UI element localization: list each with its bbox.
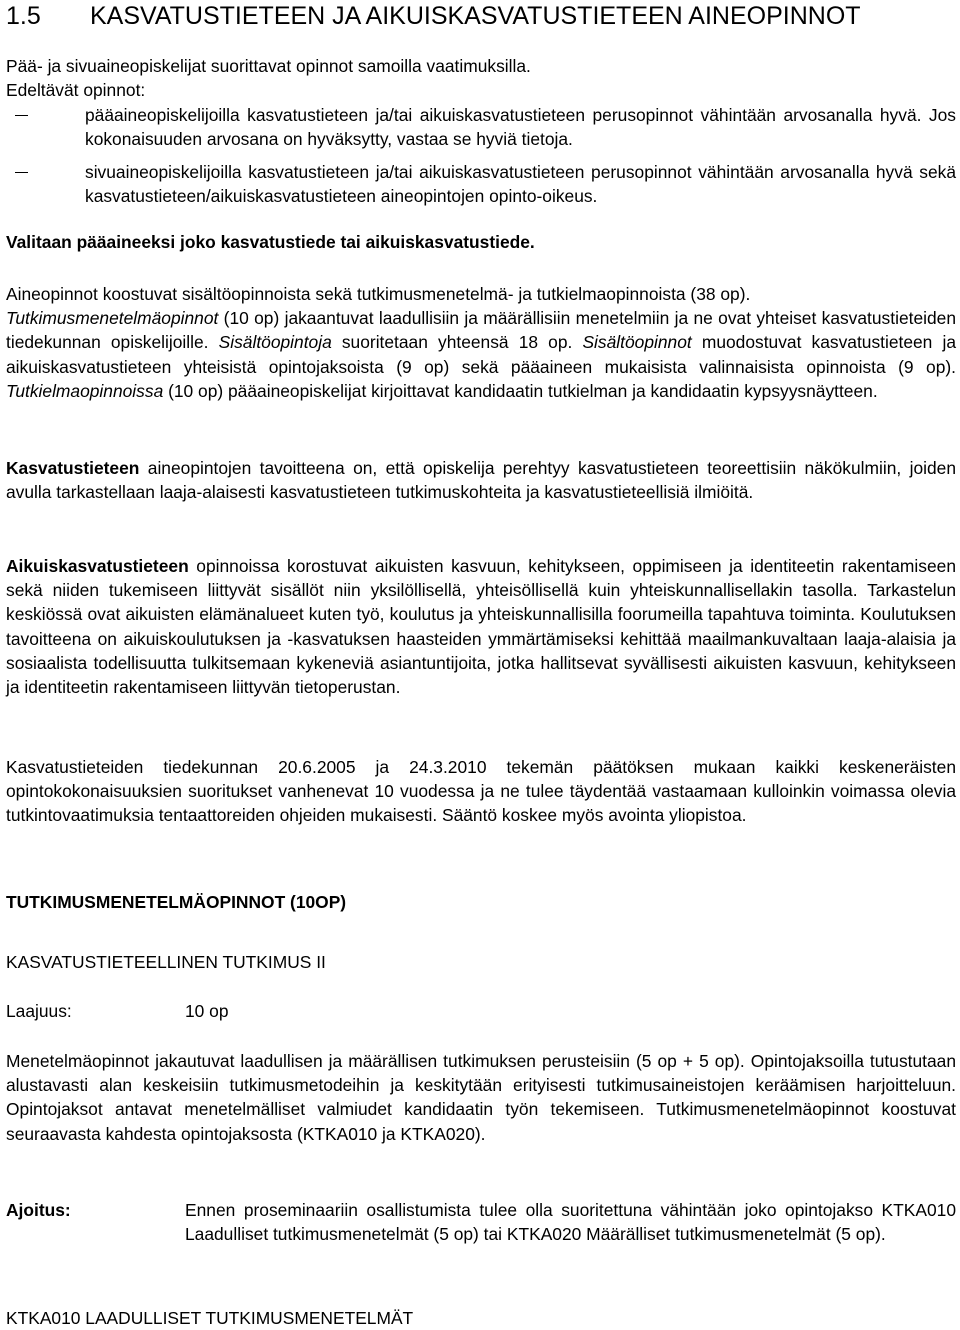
prerequisites-label: Edeltävät opinnot: (6, 80, 146, 100)
course-scope (6, 999, 956, 1023)
next-course-heading: KTKA010 LAADULLISET TUTKIMUSMENETELMÄT (6, 1308, 414, 1328)
structure-paragraph: Aineopinnot koostuvat sisältöopinnoista sekä tutkimusmenetelmä- ja tutkielmaopinnoista (38 op). Tutkimusmenetelmäopinnot (10 op) jakaantuvat laadullisiin ja määrällisiin menetelmiin ja ne ovat yhteiset kasvatustieteiden tiedekunnan opiskelijoille. Sisältöopintoja suoritetaan yhteensä 18 op. Sisältöopinnot muodostuvat kasvatustieteen ja aikuiskasvatustieteen yhteisistä opintojaksoista (9 op) sekä pääaineen mukaisista valinnaisista opinnoista (9 op). Tutkielmaopinnoissa (10 op) pääaineopiskelijat kirjoittavat kandidaatin tutkielman ja kandidaatin kypsyysnäytteen. (6, 284, 956, 401)
course-timing (6, 1198, 956, 1246)
kasvatustiede-paragraph: Kasvatustieteen aineopintojen tavoitteena on, että opiskelija perehtyy kasvatustieteen teoreettisiin näkökulmiin, joiden avulla tarkastellaan laaja-alaisesti kasvatustieteen tutkimuskohteita ja kasvatustieteellisiä ilmiöitä. (6, 458, 956, 503)
timing-label: Ajoitus: (6, 1200, 71, 1220)
aikuiskasvatustiede-paragraph: Aikuiskasvatustieteen opinnoissa korostuvat aikuisten kasvuun, kehitykseen, oppimiseen ja identiteetin rakentamiseen sekä niiden tukemiseen liittyvät sisällöt niin yksilöllisellä, yhteisöllisellä kuin yhteiskunnallisellakin tasolla. Tarkastelun keskiössä ovat aikuisten elämänalueet kuten työ, koulutus ja yhteiskunnallisilla foorumeilla tapahtuva toiminta. Koulutuksen tavoitteena on aikuiskoulutuksen ja -kasvatuksen haasteiden ymmärtämiseksi kehittää maailmankuvaltaan laaja-alaisia ja sosiaalista todellisuutta tulkitsemaan kykeneviä asiantuntijoita, jotka hallitsevat syvällisesti aikuisten kasvuun, kehitykseen ja identiteetin rakentamiseen liittyvän tietoperustan. (6, 556, 956, 698)
section-title: KASVATUSTIETEEN JA AIKUISKASVATUSTIETEEN AINEOPINNOT (90, 2, 861, 30)
dash-bullet-icon (15, 115, 28, 116)
major-choice: Valitaan pääaineeksi joko kasvatustiede tai aikuiskasvatustiede. (6, 232, 535, 252)
dash-bullet-icon (15, 172, 28, 173)
scope-value: 10 op (185, 1001, 229, 1021)
course-description: Menetelmäopinnot jakautuvat laadullisen ja määrällisen tutkimuksen perusteisiin (5 op + 5 op). Opintojaksoilla tutustutaan alustavasti alan keskeisiin tutkimusmetodeihin ja keskitytään erityisesti tutkimusaineistojen keräämisen harjoitteluun. Opintojaksot antavat menetelmälliset valmiudet kandidaatin työn tekemiseen. Tutkimusmenetelmäopinnot koostuvat seuraavasta kahdesta opintojaksosta (KTKA010 ja KTKA020). (6, 1051, 956, 1144)
decision-paragraph: Kasvatustieteiden tiedekunnan 20.6.2005 ja 24.3.2010 tekemän päätöksen mukaan kaikki keskeneräisten opintokokonaisuuksien suoritukset vanhenevat 10 vuodessa ja ne tulee täydentää vastaamaan kulloinkin voimassa olevia tutkintovaatimuksia tentaattoreiden ohjeiden mukaisesti. Sääntö koskee myös avointa yliopistoa. (6, 757, 956, 826)
section-heading (6, 1, 861, 31)
course-title: KASVATUSTIETEELLINEN TUTKIMUS II (6, 952, 326, 972)
intro-line: Pää- ja sivuaineopiskelijat suorittavat opinnot samoilla vaatimuksilla. (6, 56, 531, 76)
scope-label: Laajuus: (6, 1001, 72, 1021)
subsection-title: TUTKIMUSMENETELMÄOPINNOT (10OP) (6, 892, 347, 912)
section-number: 1.5 (6, 2, 41, 30)
timing-value: Ennen proseminaariin osallistumista tulee olla suoritettuna vähintään joko opintojakso KTKA010 Laadulliset tutkimusmenetelmät (5 op) tai KTKA020 Määrälliset tutkimusmenetelmät (5 op). (185, 1200, 956, 1245)
prerequisite-item: sivuaineopiskelijoilla kasvatustieteen ja/tai aikuiskasvatustieteen perusopinnot vähintään arvosanalla hyvä sekä kasvatustieteen/aikuiskasvatustieteen aineopintojen opinto-oikeus. (6, 160, 956, 208)
prerequisite-item: pääaineopiskelijoilla kasvatustieteen ja/tai aikuiskasvatustieteen perusopinnot vähintään arvosanalla hyvä. Jos kokonaisuuden arvosana on hyväksytty, vastaa se hyviä tietoja. (6, 103, 956, 151)
